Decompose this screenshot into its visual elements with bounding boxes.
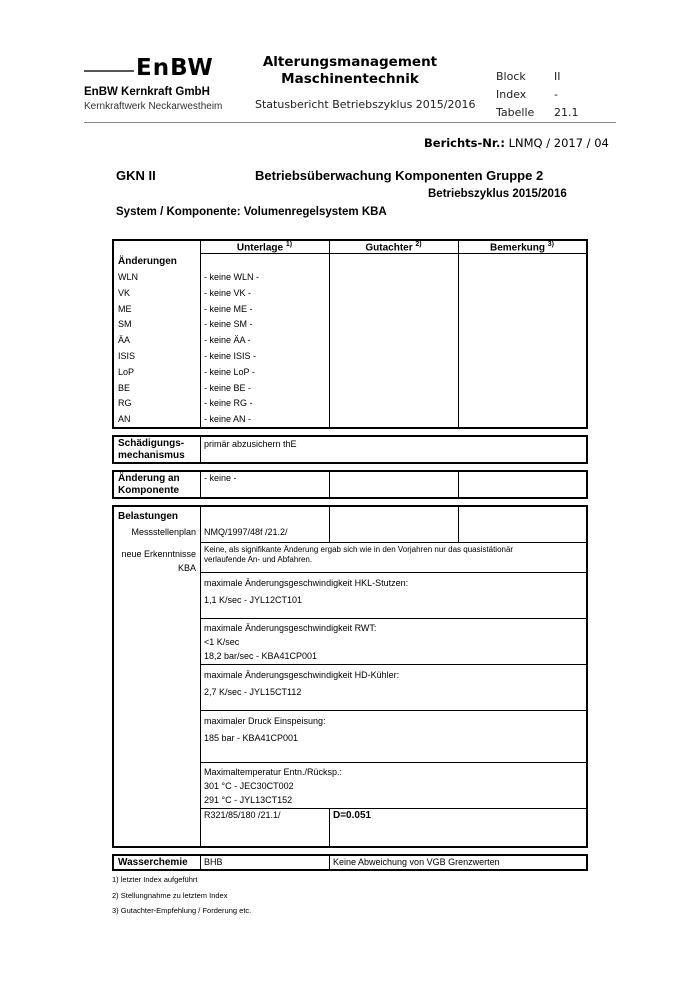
belastungen-label: Belastungen [118, 511, 179, 522]
doc-heading: Betriebsüberwachung Komponenten Gruppe 2 [255, 168, 544, 183]
logo-line [84, 70, 134, 72]
col-header-unterlage: Unterlage $^{1)}$ [236, 241, 293, 254]
aenderung-code: VK [118, 287, 131, 298]
index-label: Index [496, 88, 527, 101]
hd-entry: maximale Änderungsgeschwindigkeit HD-Kühler: 2,7 K/sec - JYL15CT112 [204, 670, 400, 697]
druck-entry: maximaler Druck Einspeisung: 185 bar - KBA41CP001 [204, 716, 326, 743]
report-number [424, 136, 609, 150]
aenderung-value: - keine ME - [204, 303, 253, 314]
schaedigung-block [112, 435, 588, 464]
aenderung-value: - keine BE - [204, 382, 252, 393]
title-line1: Alterungsmanagement [262, 54, 438, 70]
schaedigung-value: primär abzusichern thE [204, 439, 297, 449]
aenderung-komponente-block [112, 470, 588, 499]
block-label: Block [496, 70, 526, 83]
footnote-3: 3) Gutachter-Empfehlung / Forderung etc. [112, 906, 252, 915]
belastungen-block [112, 505, 588, 848]
aenderungen-label: Änderungen [118, 256, 177, 267]
aenderung-value: - keine WLN - [204, 272, 260, 282]
wasserchemie-unterlage: BHB [204, 857, 223, 867]
aenderung-value: - keine AN - [204, 414, 252, 425]
plant-name: Kernkraftwerk Neckarwestheim [84, 101, 223, 112]
cycle: Betriebszyklus 2015/2016 [428, 188, 567, 200]
aenderung-value: - keine ÄA - [204, 335, 251, 346]
wasserchemie-label: Wasserchemie [118, 857, 188, 868]
schaedigung-label: Schädigungs- mechanismus [118, 438, 185, 461]
aenderung-komponente-label: Änderung an Komponente [118, 473, 180, 496]
aenderung-value: - keine SM - [204, 319, 253, 330]
aenderung-value: - keine RG - [204, 398, 253, 409]
aenderungen-block [112, 239, 588, 429]
title-line2: Maschinentechnik [281, 71, 419, 87]
status-report: Statusbericht Betriebszyklus 2015/2016 [255, 98, 476, 111]
aenderung-value: - keine VK - [204, 287, 252, 298]
aenderung-code: RG [118, 398, 132, 409]
report-no-label: Berichts-Nr.: [424, 136, 505, 150]
enbw-logo: EnBW [136, 55, 214, 81]
wasserchemie-bemerkung: Keine Abweichung von VGB Grenzwerten [333, 857, 500, 867]
reference-value: R321/85/180 /21.1/ [204, 810, 281, 820]
temp-entry: Maximaltemperatur Entn./Rücksp.: 301 °C - JEC30CT002 291 °C - JYL13CT152 [204, 767, 343, 805]
aenderung-code: ME [118, 303, 132, 314]
aenderung-value: - keine ISIS - [204, 351, 257, 361]
header-divider [84, 122, 616, 123]
aenderung-code: WLN [118, 272, 138, 282]
col-header-bemerkung: Bemerkung $^{3)}$ [489, 241, 555, 254]
table-label: Tabelle [496, 106, 535, 119]
company-name: EnBW Kernkraft GmbH [84, 86, 210, 98]
messstellenplan-label: Messstellenplan [131, 527, 196, 537]
footnote-1: 1) letzter Index aufgeführt [112, 875, 198, 884]
meta-block [496, 68, 579, 122]
footnote-2: 2) Stellungnahme zu letztem Index [112, 891, 228, 900]
wasserchemie-block [112, 854, 588, 871]
erkenntnisse-label: neue Erkenntnisse KBA [121, 549, 196, 573]
d-value: D=0.051 [333, 810, 372, 821]
report-no-value: LNMQ / 2017 / 04 [508, 136, 609, 150]
aenderung-code: BE [118, 382, 131, 393]
erkenntnisse-text: Keine, als signifikante Änderung ergab sich wie in den Vorjahren nur das quasistätionär verlaufende An- und Abfahren. [204, 545, 514, 564]
aenderung-value: - keine LoP - [204, 366, 255, 377]
plant-code: GKN II [116, 168, 156, 183]
aenderung-komponente-value: - keine - [204, 473, 237, 483]
block-value: II [554, 70, 561, 83]
col-header-gutachter: Gutachter $^{2)}$ [365, 241, 422, 254]
aenderung-code: ÄA [118, 335, 131, 346]
hkl-entry: maximale Änderungsgeschwindigkeit HKL-Stutzen: 1,1 K/sec - JYL12CT101 [204, 578, 409, 605]
rwt-entry: maximale Änderungsgeschwindigkeit RWT: <1 K/sec 18,2 bar/sec - KBA41CP001 [204, 623, 377, 661]
aenderung-code: SM [118, 319, 132, 330]
overview-table [112, 239, 588, 877]
aenderung-code: LoP [118, 366, 135, 377]
index-value: - [554, 88, 558, 101]
messstellenplan-value: NMQ/1997/48f /21.2/ [204, 527, 288, 537]
table-value: 21.1 [554, 106, 579, 119]
aenderung-code: ISIS [118, 351, 136, 361]
system-component: System / Komponente: Volumenregelsystem KBA [116, 206, 387, 218]
aenderung-code: AN [118, 414, 131, 425]
